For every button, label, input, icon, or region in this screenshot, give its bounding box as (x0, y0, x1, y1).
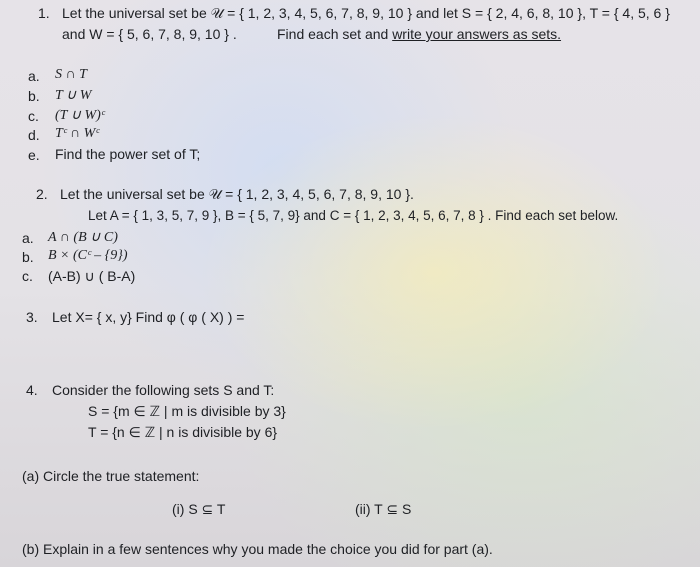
q1-item-a-label: a. (28, 68, 40, 84)
q2-item-a-label: a. (22, 230, 34, 246)
q3-text: Let X= { x, y} Find φ ( φ ( X) ) = (52, 309, 245, 325)
q4-number: 4. (26, 382, 38, 398)
q4-part-b: (b) Explain in a few sentences why you made the choice you did for part (a). (22, 541, 493, 557)
q2-number: 2. (36, 186, 48, 202)
q4-option-i: (i) S ⊆ T (172, 501, 226, 517)
q1-item-b-text: T ∪ W (55, 88, 92, 103)
q4-option-ii: (ii) T ⊆ S (355, 501, 412, 517)
q1-item-c-text: (T ∪ W)ᶜ (55, 108, 105, 123)
q1-number: 1. (38, 5, 50, 21)
q1-item-d-label: d. (28, 127, 40, 143)
q1-line1: Let the universal set be 𝒰 = { 1, 2, 3, 4, 5, 6, 7, 8, 9, 10 } and let S = { 2, 4, 6, 8, 10 }, T = { 4, 5, 6 } (62, 5, 670, 21)
q3-number: 3. (26, 309, 38, 325)
q4-part-a: (a) Circle the true statement: (22, 468, 200, 484)
q2-item-b-label: b. (22, 249, 34, 265)
q1-item-e-text: Find the power set of T; (55, 146, 201, 162)
q2-item-c-label: c. (22, 268, 33, 284)
q1-line2-sets: and W = { 5, 6, 7, 8, 9, 10 } . (62, 26, 237, 42)
q1-line2-instruction (277, 26, 561, 42)
q2-line1: Let the universal set be 𝒰 = { 1, 2, 3, 4, 5, 6, 7, 8, 9, 10 }. (60, 186, 414, 202)
q1-item-d-text: Tᶜ ∩ Wᶜ (55, 126, 99, 141)
q2-line2: Let A = { 1, 3, 5, 7, 9 }, B = { 5, 7, 9} and C = { 1, 2, 3, 4, 5, 6, 7, 8 } . Find each set below. (88, 208, 619, 223)
q4-set-s-definition: S = {m ∈ ℤ | m is divisible by 3} (88, 403, 286, 419)
q4-intro: Consider the following sets S and T: (52, 382, 275, 398)
q1-instruction-text: Find each set and (277, 26, 393, 42)
q1-item-a-text: S ∩ T (55, 67, 87, 82)
q2-item-b-text: B × (Cᶜ – {9}) (48, 248, 128, 263)
q1-item-b-label: b. (28, 88, 40, 104)
q2-item-a-text: A ∩ (B ∪ C) (48, 230, 118, 245)
q1-instruction-underlined: write your answers as sets. (392, 26, 562, 42)
q1-item-c-label: c. (28, 108, 39, 124)
q1-item-e-label: e. (28, 147, 40, 163)
q4-set-t-definition: T = {n ∈ ℤ | n is divisible by 6} (88, 424, 278, 440)
q2-item-c-text: (A-B) ∪ ( B-A) (48, 268, 136, 284)
